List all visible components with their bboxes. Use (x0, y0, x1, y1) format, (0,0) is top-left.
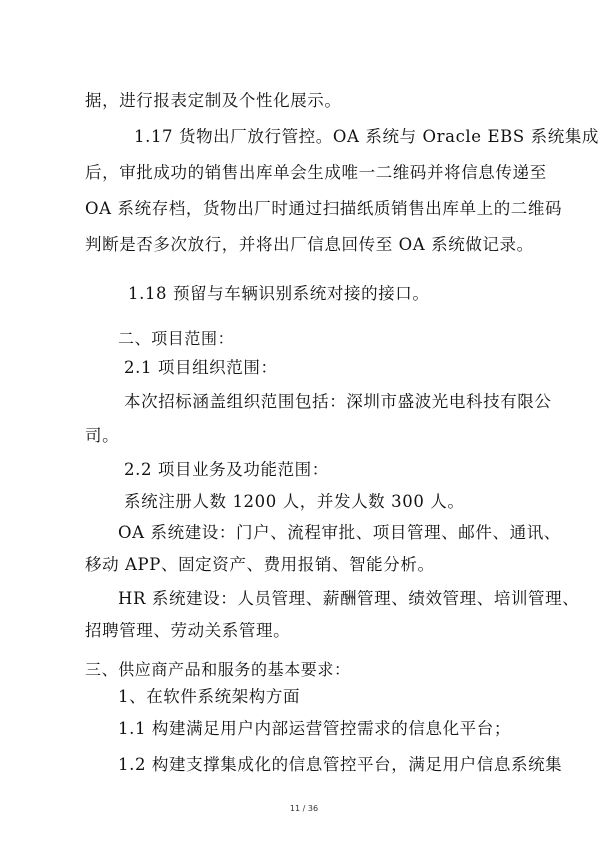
text-line: 系统注册人数 1200 人，并发人数 300 人。 (124, 492, 465, 511)
page-number: 11 / 36 (289, 804, 319, 813)
text-line: 招聘管理、劳动关系管理。 (85, 621, 291, 640)
text-line: 司。 (85, 426, 120, 445)
text-line: OA 系统建设：门户、流程审批、项目管理、邮件、通讯、 (118, 523, 561, 542)
text-line: 本次招标涵盖组织范围包括：深圳市盛波光电科技有限公 (124, 392, 552, 411)
text-line: 1.18 预留与车辆识别系统对接的接口。 (128, 284, 430, 303)
text-line: 1.1 构建满足用户内部运营管控需求的信息化平台； (118, 719, 511, 738)
subsection-heading: 2.2 项目业务及功能范围： (124, 460, 329, 479)
subsection-heading: 2.1 项目组织范围： (124, 358, 278, 377)
section-heading: 三、供应商产品和服务的基本要求： (85, 660, 351, 679)
text-line: 据，进行报表定制及个性化展示。 (85, 91, 342, 110)
text-line: 判断是否多次放行，并将出厂信息回传至 OA 系统做记录。 (85, 235, 534, 254)
text-line: 后，审批成功的销售出库单会生成唯一二维码并将信息传递至 (85, 163, 547, 182)
text-line: 1.2 构建支撑集成化的信息管控平台，满足用户信息系统集 (118, 755, 563, 774)
text-line: 移动 APP、固定资产、费用报销、智能分析。 (85, 555, 435, 574)
subsection-heading: 1、在软件系统架构方面 (118, 687, 301, 706)
text-line: HR 系统建设：人员管理、薪酬管理、绩效管理、培训管理、 (118, 589, 580, 608)
section-heading: 二、项目范围： (118, 329, 235, 348)
text-line: OA 系统存档，货物出厂时通过扫描纸质销售出库单上的二维码 (85, 199, 563, 218)
text-line: 1.17 货物出厂放行管控。OA 系统与 Oracle EBS 系统集成 (134, 127, 600, 146)
